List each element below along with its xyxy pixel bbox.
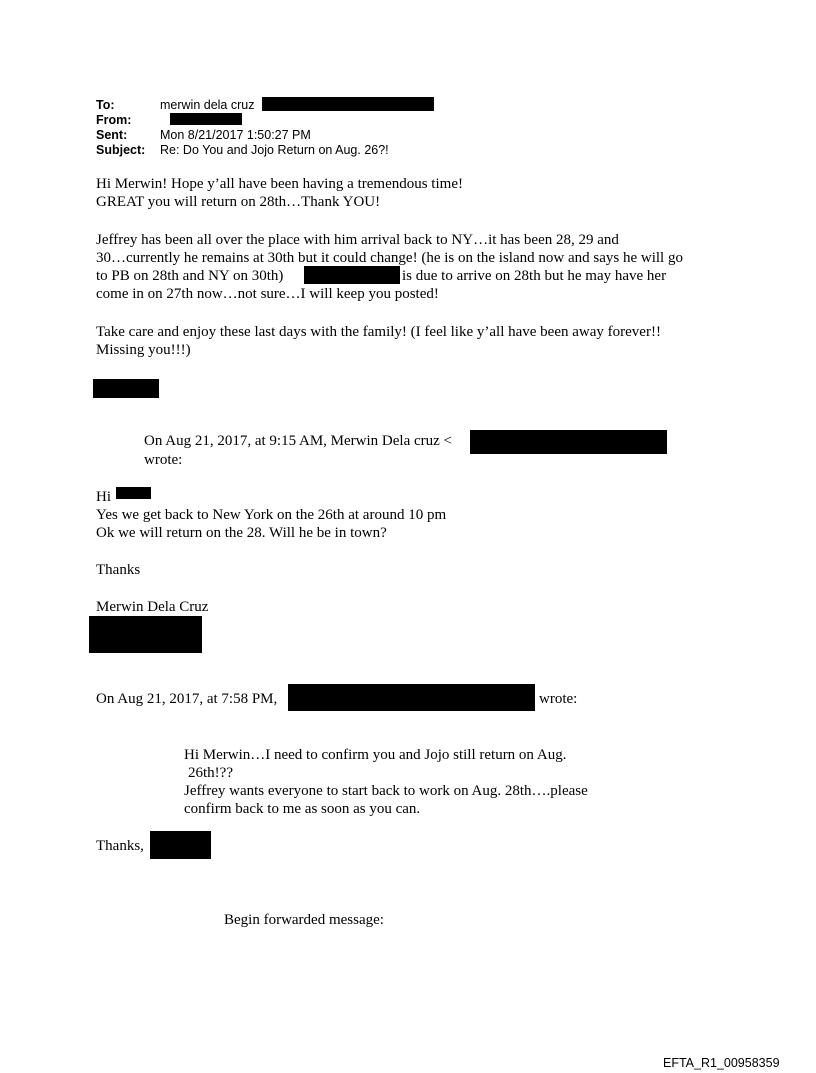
reply-line: 30…currently he remains at 30th but it could change! (he is on the island now and says he will go [96,250,683,266]
quote-intro: wrote: [144,452,183,468]
quote-line: Ok we will return on the 28. Will he be in town? [96,525,387,541]
quote-signature: Merwin Dela Cruz [96,599,209,615]
quote-intro: wrote: [539,691,578,707]
quote-line: Yes we get back to New York on the 26th at around 10 pm [96,507,447,523]
quote-intro: On Aug 21, 2017, at 7:58 PM, [96,691,278,707]
reply-line: is due to arrive on 28th but he may have her [402,268,667,284]
redaction-box [262,97,434,111]
to-value: merwin dela cruz [160,98,255,112]
to-label: To: [96,98,115,112]
reply-line: come in on 27th now…not sure…I will keep you posted! [96,286,439,302]
reply-line: Missing you!!!) [96,342,191,358]
reply-line: Take care and enjoy these last days with the family! (I feel like y’all have been away forever!! [96,324,661,340]
reply-line: to PB on 28th and NY on 30th) [96,268,284,284]
sent-label: Sent: [96,128,128,142]
redaction-box [288,684,535,711]
document-id: EFTA_R1_00958359 [663,1056,780,1070]
reply-line: Hi Merwin! Hope y’all have been having a tremendous time! [96,176,463,192]
subject-value: Re: Do You and Jojo Return on Aug. 26?! [160,143,389,157]
signature-redaction [150,831,211,859]
sent-value: Mon 8/21/2017 1:50:27 PM [160,128,311,142]
forwarded-label: Begin forwarded message: [224,912,384,928]
quote-intro: On Aug 21, 2017, at 9:15 AM, Merwin Dela cruz < [144,433,452,449]
quote-thanks: Thanks, [96,838,144,854]
from-label: From: [96,113,132,127]
redaction-box [116,487,151,499]
signature-redaction [89,616,202,653]
redaction-box [170,113,242,125]
reply-line: Jeffrey has been all over the place with him arrival back to NY…it has been 28, 29 and [96,232,619,248]
redaction-box [470,430,667,454]
quote-line: Hi Merwin…I need to confirm you and Jojo still return on Aug. [184,747,567,763]
signature-redaction [93,379,159,398]
quote-greeting: Hi [96,489,111,505]
reply-line: GREAT you will return on 28th…Thank YOU! [96,194,381,210]
quote-line: Jeffrey wants everyone to start back to work on Aug. 28th….please [184,783,588,799]
quote-line: 26th!?? [188,765,233,781]
quote-thanks: Thanks [96,562,141,578]
quote-line: confirm back to me as soon as you can. [184,801,421,817]
subject-label: Subject: [96,143,146,157]
redaction-box [304,266,400,284]
